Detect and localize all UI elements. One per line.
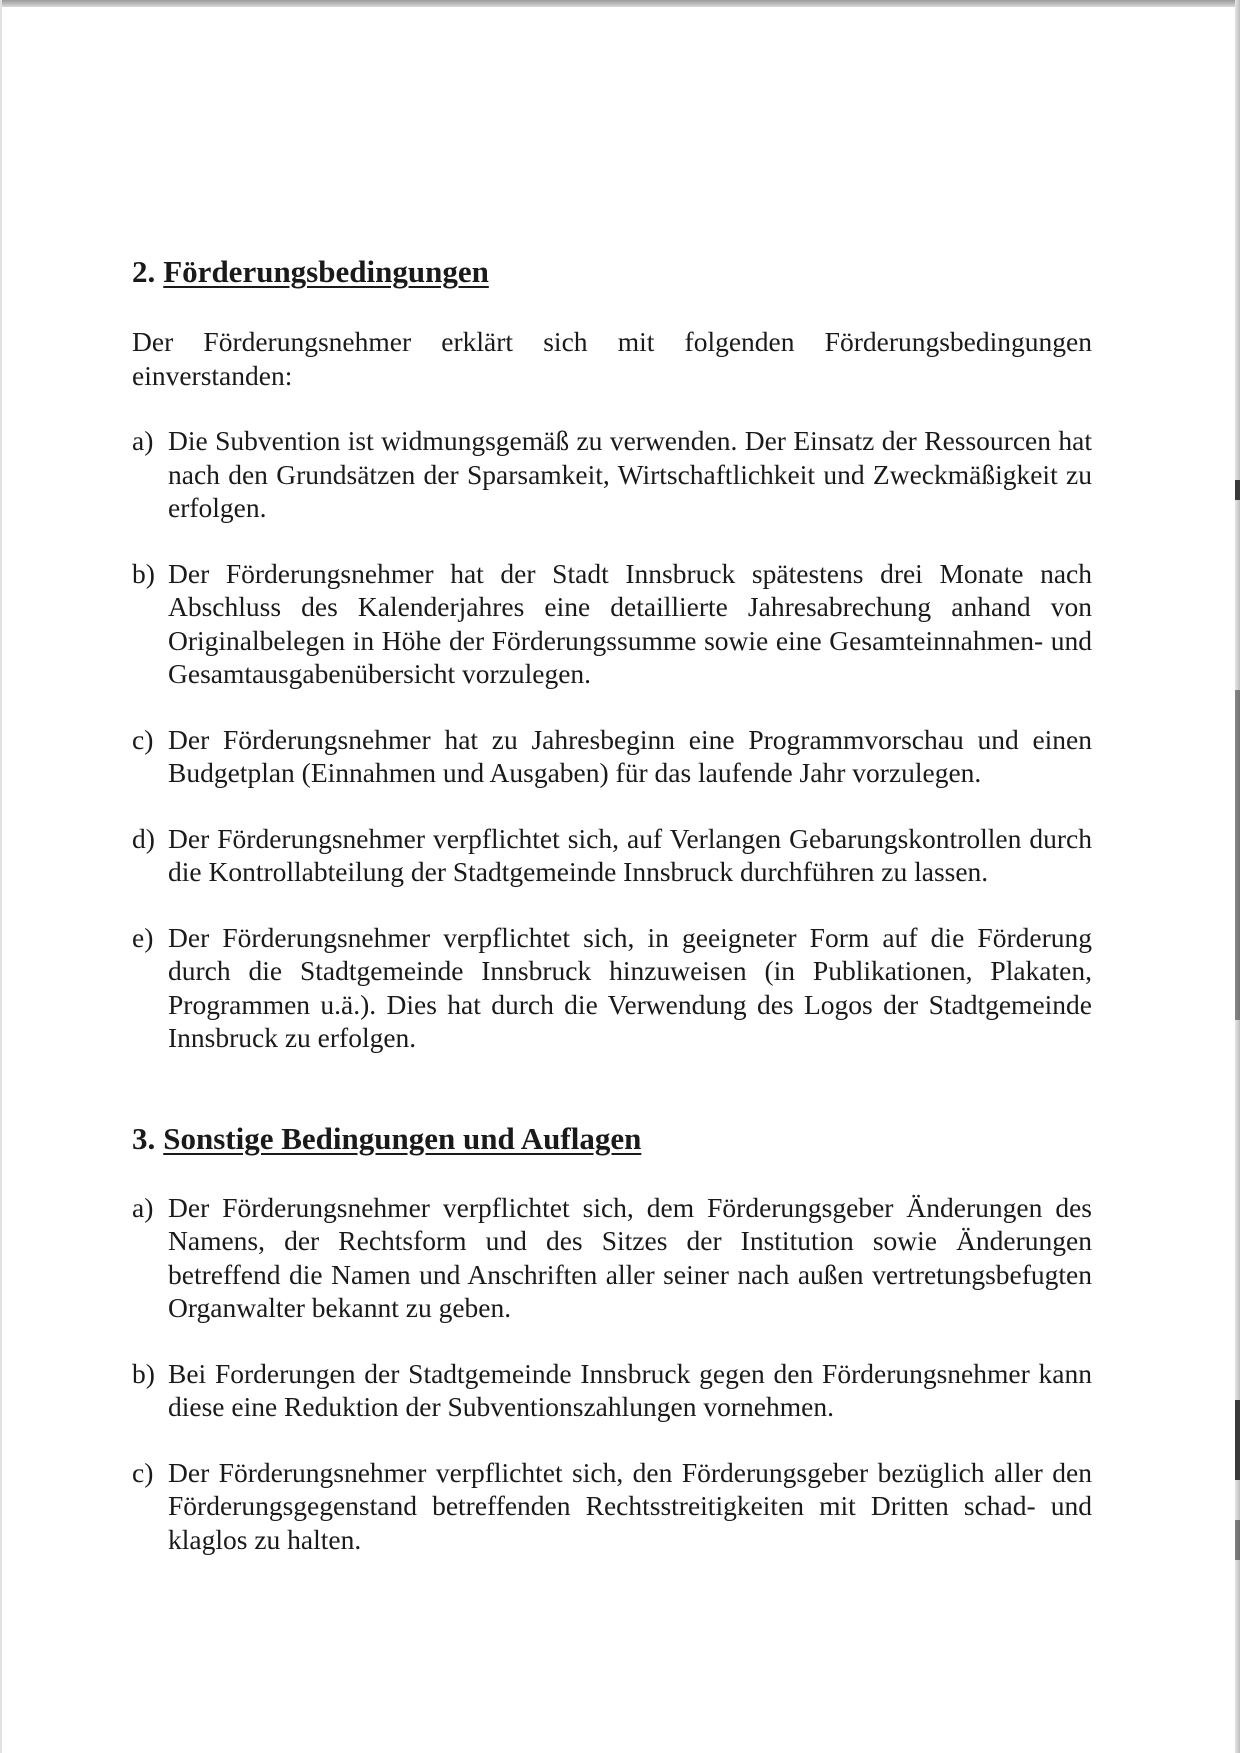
- list-item-text: Der Förderungsnehmer hat zu Jahresbeginn eine Programmvorschau und einen Budgetplan (Einnahmen und Ausgaben) für das laufende Jahr vorzulegen.: [168, 723, 1092, 788]
- list-item-label: d): [132, 822, 155, 854]
- document-page: [132, 248, 1092, 1556]
- scan-mark: [1235, 1520, 1240, 1560]
- list-item: [132, 1456, 1092, 1557]
- section-number: 2.: [132, 254, 156, 289]
- section-sonstige-bedingungen: [132, 1115, 1092, 1557]
- condition-list: [132, 424, 1092, 1055]
- list-item-text: Der Förderungsnehmer verpflichtet sich, den Förderungsgeber bezüglich aller den Förderungsgegenstand betreffenden Rechtsstreitigkeiten mit Dritten schad- und klaglos zu halten.: [168, 1456, 1092, 1555]
- section-heading: [132, 248, 1092, 296]
- section-intro: Der Förderungsnehmer erklärt sich mit folgenden Förderungsbedingungen einverstanden:: [132, 326, 1092, 391]
- scan-edge-top: [0, 0, 1240, 7]
- list-item: [132, 822, 1092, 889]
- section-title: Sonstige Bedingungen und Auflagen: [163, 1120, 642, 1156]
- section-title: Förderungsbedingungen: [163, 254, 489, 289]
- scan-mark: [1235, 480, 1240, 500]
- list-item: [132, 1191, 1092, 1325]
- list-item-label: b): [132, 557, 155, 589]
- list-item-text: Der Förderungsnehmer verpflichtet sich, dem Förderungsgeber Änderungen des Namens, der Rechtsform und des Sitzes der Institution sowie Änderungen betreffend die Namen und Anschriften aller seiner nach außen vertretungsbefugten Organwalter bekannt zu geben.: [168, 1191, 1092, 1323]
- list-item-text: Bei Forderungen der Stadtgemeinde Innsbruck gegen den Förderungsnehmer kann diese eine Reduktion der Subventionszahlungen vornehmen.: [168, 1357, 1092, 1422]
- list-item-text: Der Förderungsnehmer verpflichtet sich, auf Verlangen Gebarungskontrollen durch die Kontrollabteilung der Stadtgemeinde Innsbruck durchführen zu lassen.: [168, 822, 1092, 887]
- list-item-label: c): [132, 723, 154, 755]
- list-item: [132, 1357, 1092, 1424]
- scan-mark: [1235, 1400, 1240, 1480]
- section-heading: [132, 1115, 1092, 1163]
- section-foerderungsbedingungen: [132, 248, 1092, 1055]
- list-item-label: a): [132, 425, 154, 456]
- list-item-text: Der Förderungsnehmer hat der Stadt Innsbruck spätestens drei Monate nach Abschluss des Kalenderjahres eine detaillierte Jahresabrechung anhand von Originalbelegen in Höhe der Förderungssumme sowie eine Gesamteinnahmen- und Gesamtausgabenübersicht vorzulegen.: [168, 557, 1092, 689]
- scan-edge-left: [0, 0, 2, 1753]
- condition-list: [132, 1191, 1092, 1557]
- scan-mark: [1235, 690, 1240, 1020]
- list-item: [132, 921, 1092, 1055]
- list-item-label: c): [132, 1456, 154, 1488]
- list-item: [132, 557, 1092, 691]
- list-item-label: a): [132, 1191, 154, 1223]
- list-item-text: Der Förderungsnehmer verpflichtet sich, in geeigneter Form auf die Förderung durch die Stadtgemeinde Innsbruck hinzuweisen (in Publikationen, Plakaten, Programmen u.ä.). Dies hat durch die Verwendung des Logos der Stadtgemeinde Innsbruck zu erfolgen.: [168, 921, 1092, 1053]
- section-number: 3.: [132, 1120, 156, 1156]
- list-item-label: e): [132, 921, 154, 953]
- list-item-label: b): [132, 1357, 155, 1389]
- list-item: [132, 424, 1092, 525]
- list-item-text: Die Subvention ist widmungsgemäß zu verwenden. Der Einsatz der Ressourcen hat nach den Grundsätzen der Sparsamkeit, Wirtschaftlichkeit und Zweckmäßigkeit zu erfolgen.: [168, 425, 1092, 523]
- list-item: [132, 723, 1092, 790]
